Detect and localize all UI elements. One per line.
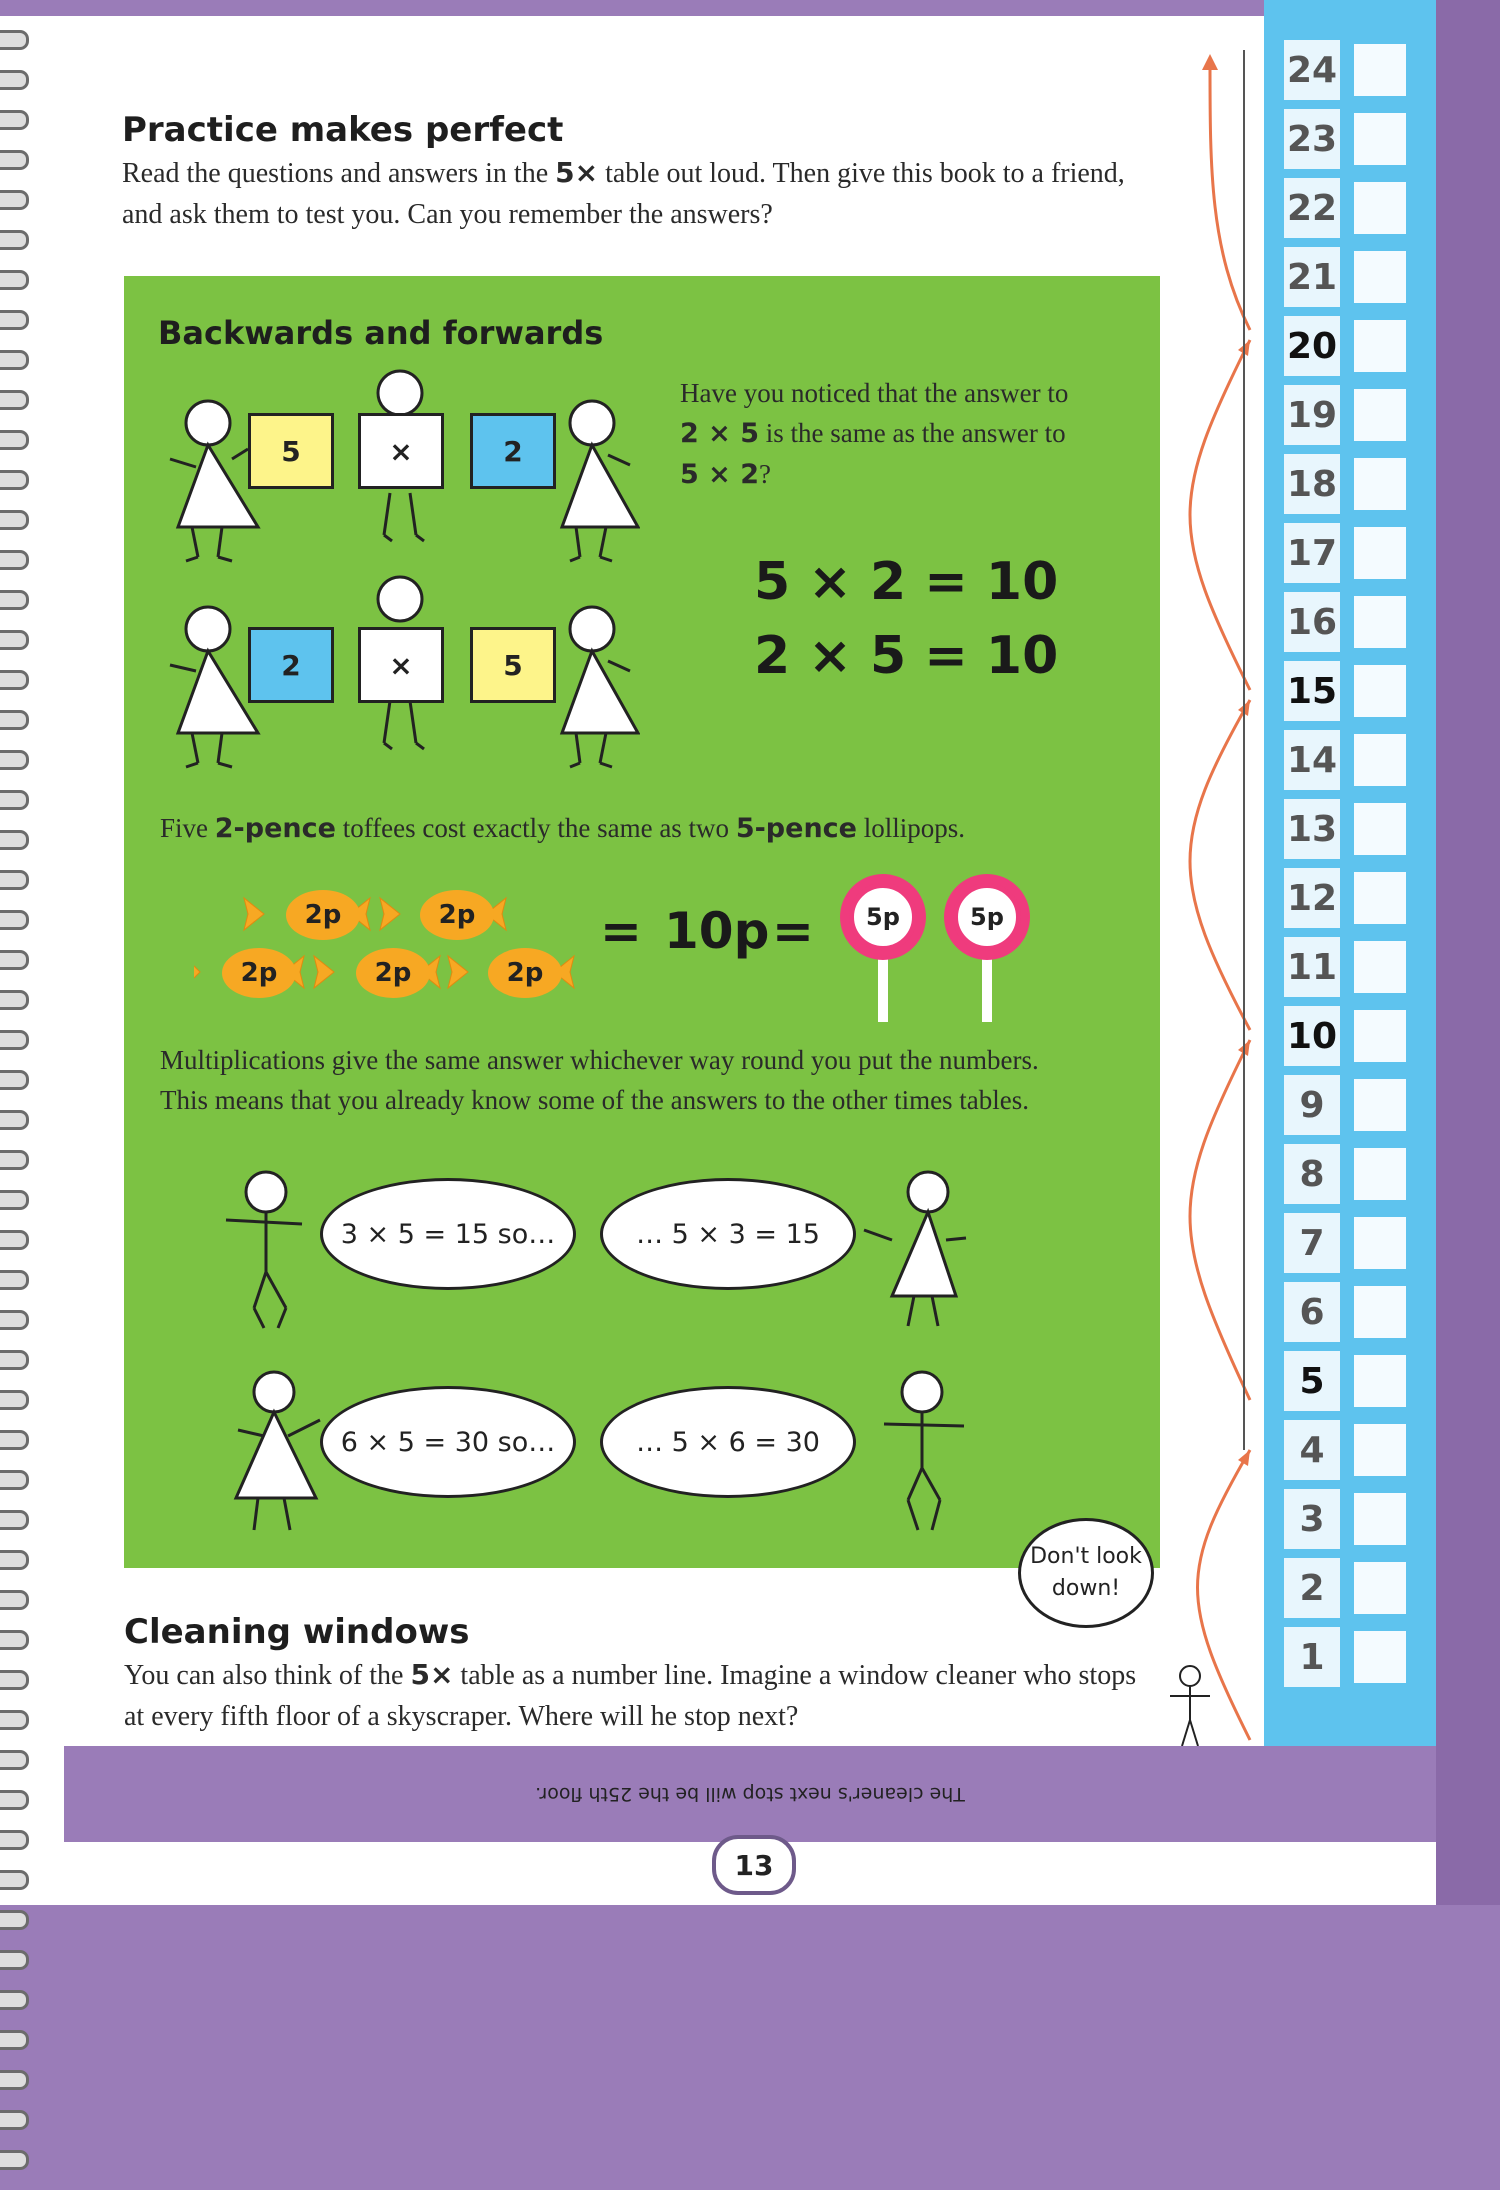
floor-window (1354, 803, 1406, 855)
spiral-loop (0, 310, 29, 330)
floor-number: 20 (1284, 316, 1340, 376)
floor-number: 1 (1284, 1627, 1340, 1687)
spiral-loop (0, 430, 29, 450)
right-border (1436, 0, 1500, 1905)
spiral-loop (0, 1950, 29, 1970)
floor (1284, 1351, 1418, 1411)
tile-row2-a: 2 (248, 627, 334, 703)
equals-sign-2: = (772, 902, 814, 960)
spiral-loop (0, 1990, 29, 2010)
spiral-loop (0, 2030, 29, 2050)
floor-window (1354, 113, 1406, 165)
spiral-binding (0, 30, 32, 2190)
spiral-loop (0, 350, 29, 370)
floor (1284, 316, 1418, 376)
spiral-loop (0, 1470, 29, 1490)
note-b1: 2 × 5 (680, 418, 759, 449)
floor-number: 18 (1284, 454, 1340, 514)
spiral-loop (0, 2150, 29, 2170)
floor (1284, 937, 1418, 997)
floor (1284, 109, 1418, 169)
floor-number: 21 (1284, 247, 1340, 307)
floor-window (1354, 1355, 1406, 1407)
floor (1284, 385, 1418, 445)
pence-b1: 2-pence (214, 813, 336, 844)
practice-text (122, 152, 1162, 235)
floor-number: 6 (1284, 1282, 1340, 1342)
floor-window (1354, 872, 1406, 924)
floor-window (1354, 1217, 1406, 1269)
practice-text-bold: 5× (555, 156, 599, 189)
speech-bubble: 3 × 5 = 15 so… (320, 1178, 576, 1290)
spiral-loop (0, 190, 29, 210)
spiral-loop (0, 30, 29, 50)
toffee: 2p (286, 890, 360, 940)
spiral-loop (0, 1710, 29, 1730)
spiral-loop (0, 1670, 29, 1690)
floor-window (1354, 734, 1406, 786)
floor (1284, 799, 1418, 859)
floor-window (1354, 1424, 1406, 1476)
spiral-loop (0, 150, 29, 170)
tile-row1-op: × (358, 413, 444, 489)
spiral-loop (0, 1910, 29, 1930)
floor (1284, 730, 1418, 790)
floor (1284, 523, 1418, 583)
floor-window (1354, 44, 1406, 96)
floor-window (1354, 941, 1406, 993)
floor-window (1354, 1286, 1406, 1338)
speech-bubble: … 5 × 3 = 15 (600, 1178, 856, 1290)
pence-b2: 5-pence (735, 813, 857, 844)
total-price: 10p (664, 902, 770, 960)
floor-number: 16 (1284, 592, 1340, 652)
tile-row2-op: × (358, 627, 444, 703)
floor-number: 23 (1284, 109, 1340, 169)
floor-window (1354, 1010, 1406, 1062)
pence-sentence (160, 813, 965, 844)
spiral-loop (0, 870, 29, 890)
floor-window (1354, 527, 1406, 579)
spiral-loop (0, 1750, 29, 1770)
floor (1284, 661, 1418, 721)
spiral-loop (0, 470, 29, 490)
jump-arrows (1150, 50, 1270, 1750)
spiral-loop (0, 1790, 29, 1810)
floor (1284, 1282, 1418, 1342)
floor-number: 15 (1284, 661, 1340, 721)
floor-number: 24 (1284, 40, 1340, 100)
floor-number: 13 (1284, 799, 1340, 859)
spiral-loop (0, 1070, 29, 1090)
floor-window (1354, 1079, 1406, 1131)
floor-number: 14 (1284, 730, 1340, 790)
floor-window (1354, 1562, 1406, 1614)
floor (1284, 592, 1418, 652)
practice-text-b: table out loud. Then give this book to a friend, and ask them to test you. Can you remember the answers? (122, 158, 1125, 230)
spiral-loop (0, 550, 29, 570)
spiral-loop (0, 830, 29, 850)
toffee: 2p (356, 948, 430, 998)
spiral-loop (0, 70, 29, 90)
floor-number: 5 (1284, 1351, 1340, 1411)
floor (1284, 1489, 1418, 1549)
cleaning-text-b: table as a number line. Imagine a window cleaner who stops at every fifth floor of a skyscraper. Where will he stop next? (124, 1660, 1137, 1732)
spiral-loop (0, 750, 29, 770)
floor-number: 4 (1284, 1420, 1340, 1480)
floor-number: 10 (1284, 1006, 1340, 1066)
floor (1284, 454, 1418, 514)
floor-number: 11 (1284, 937, 1340, 997)
floor-number: 17 (1284, 523, 1340, 583)
floor-number: 9 (1284, 1075, 1340, 1135)
floor-number: 2 (1284, 1558, 1340, 1618)
spiral-loop (0, 230, 29, 250)
answer-bar (64, 1746, 1436, 1842)
spiral-loop (0, 1510, 29, 1530)
floor (1284, 1213, 1418, 1273)
equation-2: 2 × 5 = 10 (754, 626, 1059, 686)
spiral-loop (0, 1270, 29, 1290)
spiral-loop (0, 110, 29, 130)
commutative-note (680, 373, 1080, 495)
cleaning-heading: Cleaning windows (124, 1612, 470, 1652)
floor-window (1354, 1148, 1406, 1200)
spiral-loop (0, 590, 29, 610)
floor (1284, 868, 1418, 928)
note-a: Have you noticed that the answer to (680, 378, 1069, 408)
speech-bubble: … 5 × 6 = 30 (600, 1386, 856, 1498)
tile-row1-a: 5 (248, 413, 334, 489)
lollipop (944, 874, 1030, 960)
spiral-loop (0, 950, 29, 970)
floor-window (1354, 389, 1406, 441)
floor (1284, 1144, 1418, 1204)
floor (1284, 1627, 1418, 1687)
spiral-loop (0, 1590, 29, 1610)
spiral-loop (0, 710, 29, 730)
spiral-loop (0, 510, 29, 530)
spiral-loop (0, 1150, 29, 1170)
dont-look-down-bubble: Don't look down! (1018, 1518, 1154, 1628)
floor-window (1354, 596, 1406, 648)
spiral-loop (0, 1230, 29, 1250)
floor-number: 22 (1284, 178, 1340, 238)
spiral-loop (0, 790, 29, 810)
floor (1284, 178, 1418, 238)
floor (1284, 1075, 1418, 1135)
note-b2: 5 × 2 (680, 459, 759, 490)
spiral-loop (0, 990, 29, 1010)
upside-down-answer: The cleaner's next stop will be the 25th floor. (535, 1783, 965, 1805)
lollipop-label: 5p (953, 883, 1021, 951)
lollipop-label: 5p (849, 883, 917, 951)
equals-sign-1: = (600, 902, 642, 960)
floor-window (1354, 458, 1406, 510)
spiral-loop (0, 1550, 29, 1570)
pence-d: lollipops. (856, 813, 965, 843)
tile-row1-b: 2 (470, 413, 556, 489)
toffee: 2p (420, 890, 494, 940)
explanation-text: Multiplications give the same answer whichever way round you put the numbers. This means that you already know some of the answers to the other times tables. (160, 1045, 1039, 1115)
floor (1284, 40, 1418, 100)
floor-window (1354, 1493, 1406, 1545)
floor-window (1354, 251, 1406, 303)
spiral-loop (0, 630, 29, 650)
floor-number: 12 (1284, 868, 1340, 928)
pence-a: Five (160, 813, 215, 843)
page-number: 13 (712, 1835, 796, 1895)
cleaning-text-a: You can also think of the (124, 1660, 411, 1691)
spiral-loop (0, 2070, 29, 2090)
spiral-loop (0, 1870, 29, 1890)
spiral-loop (0, 1430, 29, 1450)
floor-number: 19 (1284, 385, 1340, 445)
spiral-loop (0, 1630, 29, 1650)
window-cleaner (1160, 1600, 1220, 1750)
spiral-loop (0, 1390, 29, 1410)
spiral-loop (0, 1350, 29, 1370)
spiral-loop (0, 270, 29, 290)
note-d: ? (759, 459, 771, 489)
spiral-loop (0, 910, 29, 930)
speech-bubble: 6 × 5 = 30 so… (320, 1386, 576, 1498)
floor-window (1354, 665, 1406, 717)
spiral-loop (0, 390, 29, 410)
spiral-loop (0, 1830, 29, 1850)
pence-c: toffees cost exactly the same as two (335, 813, 736, 843)
floor (1284, 1420, 1418, 1480)
spiral-loop (0, 670, 29, 690)
spiral-loop (0, 1190, 29, 1210)
cleaning-text-bold: 5× (410, 1658, 454, 1691)
tile-row2-b: 5 (470, 627, 556, 703)
toffee: 2p (488, 948, 562, 998)
floor (1284, 1558, 1418, 1618)
floor-number: 7 (1284, 1213, 1340, 1273)
floor-number: 8 (1284, 1144, 1340, 1204)
lollipop (840, 874, 926, 960)
spiral-loop (0, 1030, 29, 1050)
spiral-loop (0, 1110, 29, 1130)
cleaning-text (124, 1654, 1154, 1737)
backwards-heading: Backwards and forwards (158, 314, 604, 352)
floor-window (1354, 320, 1406, 372)
spiral-loop (0, 2110, 29, 2130)
practice-heading: Practice makes perfect (122, 110, 564, 150)
floor-number: 3 (1284, 1489, 1340, 1549)
floor (1284, 1006, 1418, 1066)
practice-text-a: Read the questions and answers in the (122, 158, 556, 189)
floor-window (1354, 1631, 1406, 1683)
equation-1: 5 × 2 = 10 (754, 552, 1059, 612)
spiral-loop (0, 1310, 29, 1330)
note-c: is the same as the answer to (759, 418, 1066, 448)
toffee: 2p (222, 948, 296, 998)
floor (1284, 247, 1418, 307)
floor-window (1354, 182, 1406, 234)
